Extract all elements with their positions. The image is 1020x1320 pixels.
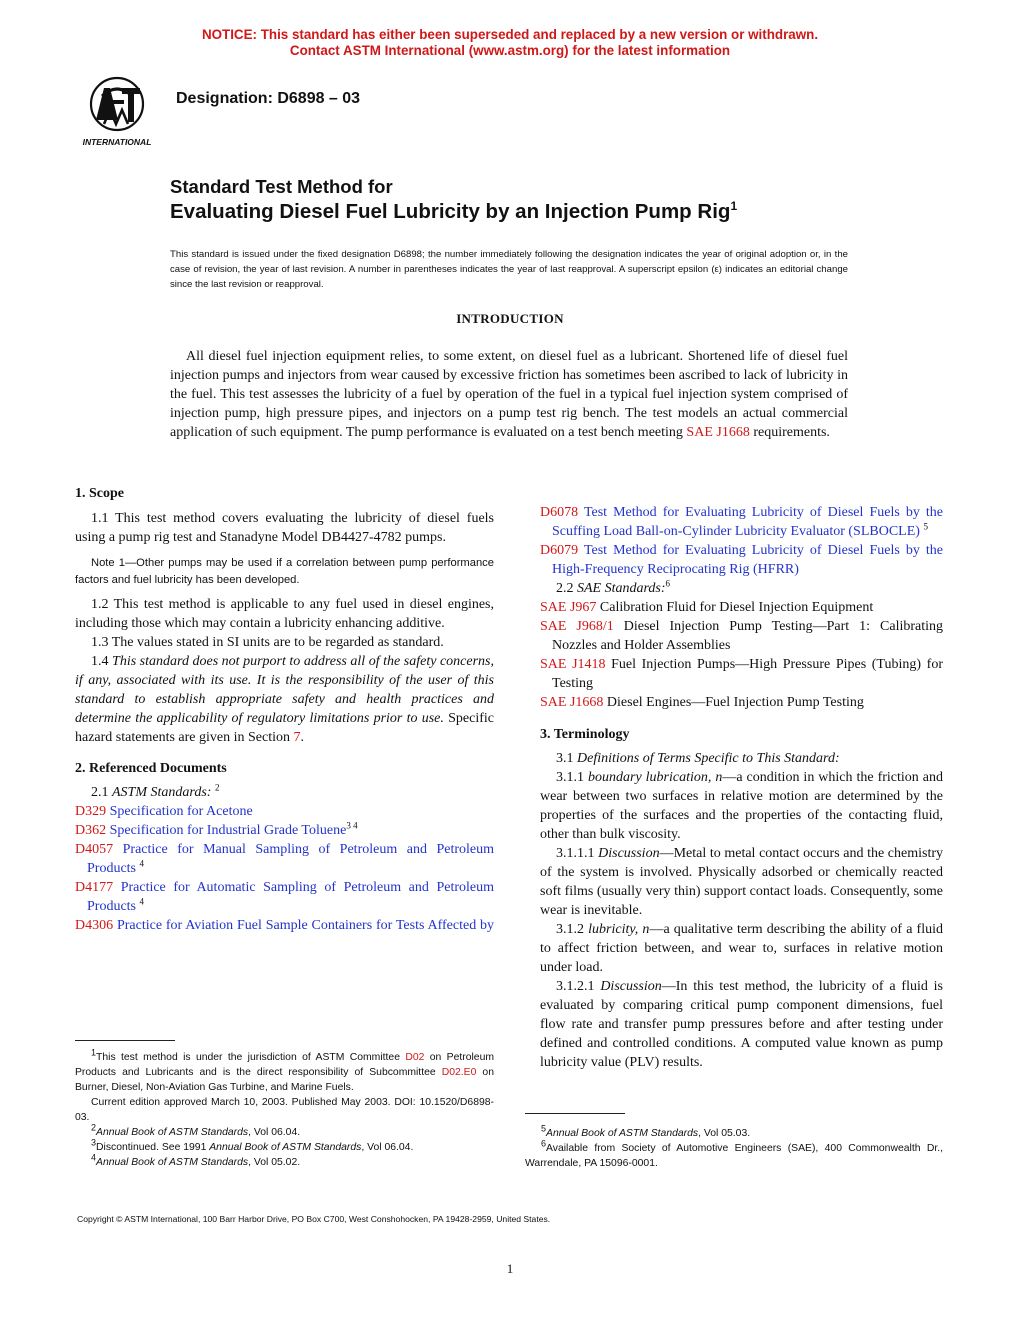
ref-code[interactable]: D4306 <box>75 918 114 933</box>
ref-title: Diesel Engines—Fuel Injection Pump Testing <box>606 695 864 710</box>
sae-standards-text: SAE Standards: <box>577 581 666 596</box>
fn-mark: 5 <box>541 1123 547 1134</box>
scope-1-4-end: . <box>300 730 304 745</box>
footnote-2 <box>75 1122 494 1140</box>
copyright: Copyright © ASTM International, 100 Barr Harbor Drive, PO Box C700, West Conshohocken, PA 19428-2959, United States. <box>77 1214 551 1224</box>
term-text: —Metal to metal contact occurs and the chemistry of the system is involved. Physically adsorbed or chemically reacted soft films (usually very thin) support contact loads. Consequently, some wear is inevitable. <box>540 846 944 918</box>
fn-text: This test method is under the jurisdiction of ASTM Committee <box>96 1052 406 1063</box>
fn-text: on Petroleum Products and Lubricants and is the direct responsibility of Subcommittee <box>75 1052 494 1078</box>
scope-1-2: 1.2 This test method is applicable to any fuel used in diesel engines, including those which may contain a lubricity enhancing additive. <box>75 597 494 631</box>
ref-sae-j967[interactable] <box>540 598 943 617</box>
scope-heading: 1. Scope <box>75 486 124 501</box>
term-name: lubricity, n <box>588 922 650 937</box>
ref-title[interactable]: Specification for Acetone <box>109 804 253 819</box>
fn-italic: Annual Book of ASTM Standards <box>546 1128 699 1139</box>
footnote-5 <box>525 1123 943 1141</box>
d02-link[interactable]: D02 <box>405 1052 425 1063</box>
referenced-heading: 2. Referenced Documents <box>75 761 227 776</box>
ref-title: Fuel Injection Pumps—High Pressure Pipes (Tubing) for Testing <box>552 657 943 691</box>
sae-j1668-link[interactable]: SAE J1668 <box>686 425 750 440</box>
astm-logo-icon <box>74 76 160 148</box>
fn-mark: 4 <box>91 1152 97 1163</box>
ref-code[interactable]: SAE J968/1 <box>540 619 614 634</box>
footnote-4 <box>75 1152 494 1170</box>
ref-d6078[interactable] <box>540 503 943 541</box>
ref-code[interactable]: D4177 <box>75 880 114 895</box>
introduction-end: requirements. <box>749 425 830 440</box>
ref-code[interactable]: D6079 <box>540 543 579 558</box>
footnote-edition: Current edition approved March 10, 2003. Published May 2003. DOI: 10.1520/D6898-03. <box>75 1097 494 1123</box>
term-num: 3.1 <box>556 751 577 766</box>
ref-d4306[interactable] <box>75 916 494 935</box>
astm-standards-label <box>75 783 494 802</box>
footnote-3 <box>75 1137 494 1155</box>
term-italic: Definitions of Terms Specific to This Standard: <box>577 751 840 766</box>
ref-code[interactable]: D6078 <box>540 505 579 520</box>
left-column <box>75 484 494 935</box>
scope-1-3: 1.3 The values stated in SI units are to be regarded as standard. <box>91 635 444 650</box>
title-main: Evaluating Diesel Fuel Lubricity by an Injection Pump Rig <box>170 200 731 223</box>
fn-text: , Vol 05.02. <box>248 1157 301 1168</box>
ref-title[interactable]: Test Method for Evaluating Lubricity of Diesel Fuels by the Scuffing Load Ball-on-Cylinder Lubricity Evaluator (SLBOCLE) <box>552 505 944 539</box>
title-line-2 <box>170 200 737 224</box>
ref-d4177[interactable] <box>75 878 494 916</box>
scope-1-4 <box>75 652 494 747</box>
scope-1-1: 1.1 This test method covers evaluating the lubricity of diesel fuels using a pump rig test and Stanadyne Model DB4427-4782 pumps. <box>75 511 494 545</box>
term-discussion: Discussion <box>598 846 660 861</box>
ref-d6079[interactable] <box>540 541 943 579</box>
term-text: —a condition in which the friction and wear between two surfaces in relative motion are determined by the properties of the surfaces and the properties of the contacting fluid, other than bulk viscosity. <box>540 770 944 842</box>
scope-1-4-num: 1.4 <box>91 654 113 669</box>
introduction-text <box>170 347 848 442</box>
footnote-rule-left <box>75 1040 175 1041</box>
fn-text: Discontinued. See 1991 <box>96 1142 210 1153</box>
fn-mark: 2 <box>91 1122 97 1133</box>
fn-mark: 6 <box>541 1138 547 1149</box>
ref-sup: 4 <box>139 896 144 907</box>
introduction-heading: INTRODUCTION <box>456 311 564 326</box>
sae-standards-label <box>540 579 943 598</box>
ref-code[interactable]: SAE J1418 <box>540 657 606 672</box>
term-discussion: Discussion <box>600 979 662 994</box>
ref-d4057[interactable] <box>75 840 494 878</box>
title-footnote-mark[interactable]: 1 <box>730 199 738 214</box>
ref-title: Calibration Fluid for Diesel Injection Equipment <box>599 600 874 615</box>
fn-italic: Annual Book of ASTM Standards <box>209 1142 362 1153</box>
scope-1-4-rest: Specific hazard statements are given in Section <box>75 711 494 745</box>
ref-sup: 5 <box>923 521 928 532</box>
footnote-6 <box>525 1138 943 1171</box>
ref-title[interactable]: Specification for Industrial Grade Toluene <box>109 823 347 838</box>
notice-line-2: Contact ASTM International (www.astm.org) for the latest information <box>289 43 731 58</box>
fn-mark: 3 <box>91 1137 97 1148</box>
fn-mark: 1 <box>91 1047 97 1058</box>
fn-text: , Vol 05.03. <box>698 1128 751 1139</box>
term-3-1-1-1 <box>540 844 943 920</box>
term-text: —In this test method, the lubricity of a fluid is evaluated by comparing critical pump component dimensions, fuel flow rate and transfer pump pressures before and after testing under defined and controlled conditions. A computed value known as pump lubricity value (PLV) results. <box>540 979 943 1070</box>
ref-sae-j1668[interactable] <box>540 693 943 712</box>
ref-title[interactable]: Practice for Aviation Fuel Sample Containers for Tests Affected by <box>116 918 494 933</box>
ref-title[interactable]: Practice for Manual Sampling of Petroleum and Petroleum Products <box>87 842 495 876</box>
ref-code[interactable]: SAE J967 <box>540 600 597 615</box>
fn-text: Available from Society of Automotive Engineers (SAE), 400 Commonwealth Dr., Warrendale, PA 15096-0001. <box>525 1143 943 1169</box>
fn-italic: Annual Book of ASTM Standards <box>96 1127 249 1138</box>
logo-label: INTERNATIONAL <box>82 137 152 147</box>
ref-code[interactable]: D329 <box>75 804 107 819</box>
title-line-1: Standard Test Method for <box>170 176 393 197</box>
issued-statement: This standard is issued under the fixed designation D6898; the number immediately following the designation indicates the year of original adoption or, in the case of revision, the year of last revision. A number in parentheses indicates the year of last reapproval. A superscript epsilon (ε) indicates an editorial change since the last revision or reapproval. <box>170 249 848 290</box>
term-text: —a qualitative term describing the ability of a fluid to affect friction between, and wear to, surfaces in relative motion under load. <box>540 922 943 975</box>
page-number: 1 <box>506 1261 514 1276</box>
scope-1-4-safety: This standard does not purport to address all of the safety concerns, if any, associated with its use. It is the responsibility of the user of this standard to establish appropriate safety and health practices and determine the applicability of regulatory limitations prior to use. <box>75 654 494 726</box>
ref-code[interactable]: SAE J1668 <box>540 695 604 710</box>
ref-d362[interactable] <box>75 821 494 840</box>
ref-sup: 4 <box>139 858 144 869</box>
section-7-link[interactable]: 7 <box>293 730 301 745</box>
footnotes-right <box>525 1123 943 1171</box>
ref-sae-j1418[interactable] <box>540 655 943 693</box>
term-name: boundary lubrication, n <box>588 770 723 785</box>
ref-code[interactable]: D362 <box>75 823 107 838</box>
astm-standards-num: 2.1 <box>91 785 112 800</box>
term-3-1 <box>540 749 943 768</box>
right-column <box>540 484 943 1072</box>
note-1: Note 1—Other pumps may be used if a correlation between pump performance factors and fuel lubricity has been developed. <box>75 557 494 586</box>
designation: Designation: D6898 – 03 <box>176 90 361 107</box>
fn-text: , Vol 06.04. <box>361 1142 414 1153</box>
fn-text: , Vol 06.04. <box>248 1127 301 1138</box>
notice-line-1: NOTICE: This standard has either been superseded and replaced by a new version or withdrawn. <box>201 27 819 42</box>
sae-standards-num: 2.2 <box>556 581 577 596</box>
astm-logo <box>74 76 160 148</box>
term-num: 3.1.2 <box>556 922 589 937</box>
term-num: 3.1.2.1 <box>556 979 601 994</box>
introduction-body: All diesel fuel injection equipment relies, to some extent, on diesel fuel as a lubricant. Shortened life of diesel fuel injection pumps and injectors from wear caused by excessive friction has sometimes been ascribed to lack of lubricity in the fuel. This test assesses the lubricity of a fuel by operation of the fuel in a typical fuel injection system comprised of injection pump, high pressure pipes, and injectors on a pump test rig bench. The test models an actual commercial application of such equipment. The pump performance is evaluated on a test bench meeting <box>170 349 848 440</box>
footnote-1 <box>75 1047 494 1095</box>
sae-standards-sup: 6 <box>665 578 671 589</box>
fn-italic: Annual Book of ASTM Standards <box>96 1157 249 1168</box>
astm-standards-sup: 2 <box>214 782 220 793</box>
ref-d329[interactable] <box>75 802 494 821</box>
withdrawal-notice <box>0 27 1020 59</box>
term-3-1-2 <box>540 920 943 977</box>
term-num: 3.1.1 <box>556 770 588 785</box>
ref-title[interactable]: Practice for Automatic Sampling of Petroleum and Petroleum Products <box>87 880 494 914</box>
footnotes-left <box>75 1047 494 1170</box>
terminology-heading: 3. Terminology <box>540 727 630 742</box>
footnote-rule-right <box>525 1113 625 1114</box>
term-num: 3.1.1.1 <box>556 846 599 861</box>
term-3-1-2-1 <box>540 977 943 1072</box>
d02e0-link[interactable]: D02.E0 <box>441 1067 477 1078</box>
astm-standards-text: ASTM Standards: <box>112 785 212 800</box>
ref-code[interactable]: D4057 <box>75 842 114 857</box>
ref-title: Diesel Injection Pump Testing—Part 1: Calibrating Nozzles and Holder Assemblies <box>552 619 944 653</box>
ref-d4306-continued[interactable] <box>540 484 943 503</box>
term-3-1-1 <box>540 768 943 844</box>
ref-sae-j968[interactable] <box>540 617 943 655</box>
ref-title[interactable]: Test Method for Evaluating Lubricity of Diesel Fuels by the High-Frequency Reciprocating Rig (HFRR) <box>552 543 944 577</box>
fn-text: on Burner, Diesel, Non-Aviation Gas Turbine, and Marine Fuels. <box>75 1067 494 1093</box>
ref-sup: 3 4 <box>346 820 358 831</box>
